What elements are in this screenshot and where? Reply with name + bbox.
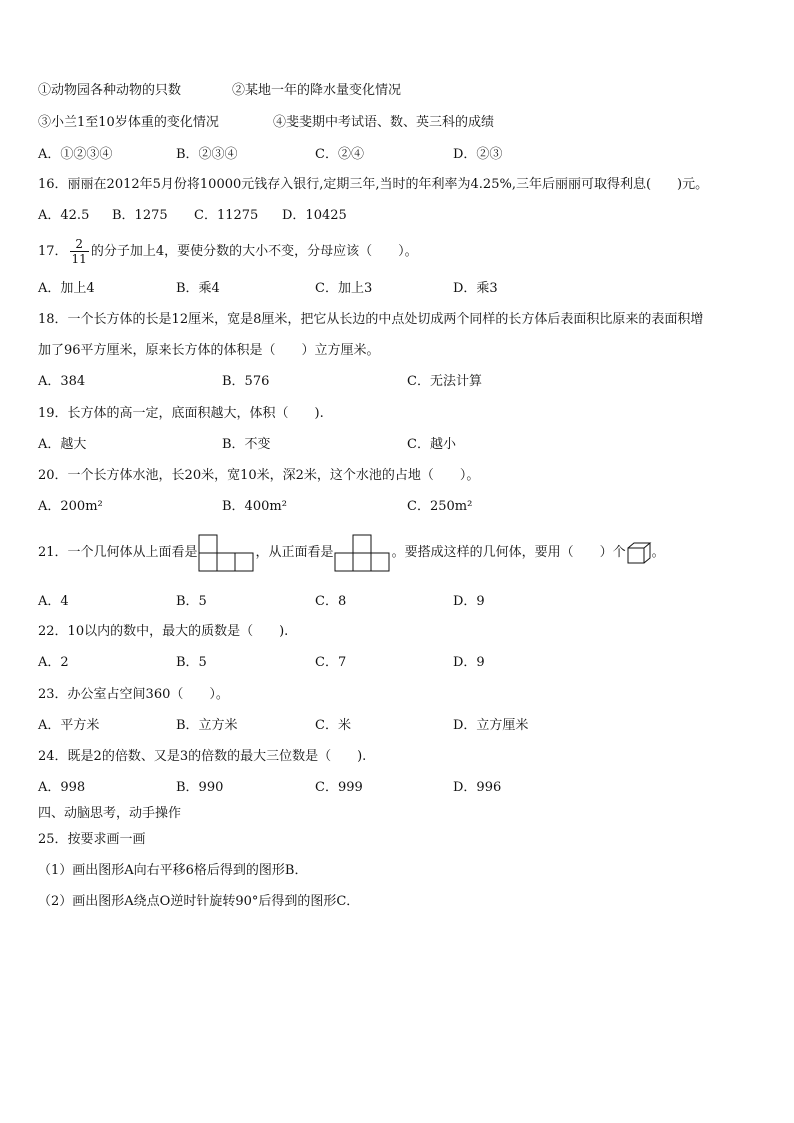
fraction-2-11 <box>70 237 89 266</box>
q15-item-2: ②某地一年的降水量变化情况 <box>232 83 402 98</box>
q16-option-a: A．42.5 <box>38 208 90 223</box>
q21-part4: 。 <box>651 545 665 560</box>
q16-option-d: D．10425 <box>282 208 347 223</box>
q20-question: 20．一个长方体水池，长20米，宽10米，深2米，这个水池的占地（ ）。 <box>38 468 480 483</box>
q15-option-c: C．②④ <box>315 147 364 162</box>
q24-question: 24．既是2的倍数、又是3的倍数的最大三位数是（ ). <box>38 749 367 764</box>
q15-option-a: A．①②③④ <box>38 147 113 162</box>
fraction-numerator: 2 <box>70 237 89 252</box>
q17-prefix: 17． <box>38 244 68 259</box>
q17-question <box>38 236 418 268</box>
q19-option-c: C．越小 <box>407 437 456 452</box>
q22-option-c: C．7 <box>315 655 347 670</box>
q18-option-c: C．无法计算 <box>407 374 482 389</box>
q22-option-b: B．5 <box>176 655 207 670</box>
q15-item-1: ①动物园各种动物的只数 <box>38 83 182 98</box>
fraction-denominator: 11 <box>71 252 87 266</box>
q21-question <box>38 532 665 574</box>
q21-option-b: B．5 <box>176 594 207 609</box>
q18-option-a: A．384 <box>38 374 86 389</box>
q18-option-b: B．576 <box>222 374 270 389</box>
q17-option-b: B．乘4 <box>176 281 220 296</box>
q21-part2: ，从正面看是 <box>255 545 334 560</box>
q17-option-d: D．乘3 <box>453 281 498 296</box>
q16-option-c: C．11275 <box>194 208 259 223</box>
q24-option-d: D．996 <box>453 780 502 795</box>
q15-option-d: D．②③ <box>453 147 503 162</box>
q15-item-3: ③小兰1至10岁体重的变化情况 <box>38 115 219 130</box>
q15-item-4: ④斐斐期中考试语、数、英三科的成绩 <box>273 115 495 130</box>
q21-part3: 。要搭成这样的几何体，要用（ ）个 <box>391 545 626 560</box>
q22-option-d: D．9 <box>453 655 485 670</box>
q17-suffix: 的分子加上4，要使分数的大小不变，分母应该（ ）。 <box>90 244 418 259</box>
q25-subquestion-1: （1）画出图形A向右平移6格后得到的图形B． <box>38 863 308 878</box>
q20-option-b: B．400m² <box>222 499 287 514</box>
q23-option-b: B．立方米 <box>176 718 238 733</box>
q25-question: 25．按要求画一画 <box>38 832 146 847</box>
q16-question: 16．丽丽在2012年5月份将10000元钱存入银行,定期三年,当时的年利率为4.25%,三年后丽丽可取得利息( )元。 <box>38 177 709 192</box>
q17-option-c: C．加上3 <box>315 281 373 296</box>
q15-option-b: B．②③④ <box>176 147 238 162</box>
q23-option-a: A．平方米 <box>38 718 100 733</box>
q17-option-a: A．加上4 <box>38 281 95 296</box>
section-heading: 四、动脑思考，动手操作 <box>38 806 182 821</box>
q23-question: 23．办公室占空间360（ ）。 <box>38 687 229 702</box>
q24-option-a: A．998 <box>38 780 86 795</box>
q22-question: 22．10以内的数中，最大的质数是（ ). <box>38 624 289 639</box>
q19-option-a: A．越大 <box>38 437 87 452</box>
q23-option-d: D．立方厘米 <box>453 718 529 733</box>
cube-icon <box>626 541 652 565</box>
q18-question-line2: 加了96平方厘米，原来长方体的体积是（ ）立方厘米。 <box>38 343 380 358</box>
q20-option-c: C．250m² <box>407 499 473 514</box>
q23-option-c: C．米 <box>315 718 351 733</box>
top-view-figure <box>198 533 256 573</box>
q22-option-a: A．2 <box>38 655 69 670</box>
q25-subquestion-2: （2）画出图形A绕点O逆时针旋转90°后得到的图形C． <box>38 894 360 909</box>
front-view-figure <box>334 533 392 573</box>
q19-option-b: B．不变 <box>222 437 271 452</box>
q21-part1: 21．一个几何体从上面看是 <box>38 545 198 560</box>
q21-option-a: A．4 <box>38 594 69 609</box>
q24-option-c: C．999 <box>315 780 363 795</box>
q21-option-d: D．9 <box>453 594 485 609</box>
q19-question: 19．长方体的高一定，底面积越大，体积（ ). <box>38 406 324 421</box>
q21-option-c: C．8 <box>315 594 347 609</box>
q24-option-b: B．990 <box>176 780 224 795</box>
q20-option-a: A．200m² <box>38 499 103 514</box>
q18-question-line1: 18．一个长方体的长是12厘米，宽是8厘米，把它从长边的中点处切成两个同样的长方体后表面积比原来的表面积增 <box>38 312 704 327</box>
q16-option-b: B．1275 <box>112 208 168 223</box>
